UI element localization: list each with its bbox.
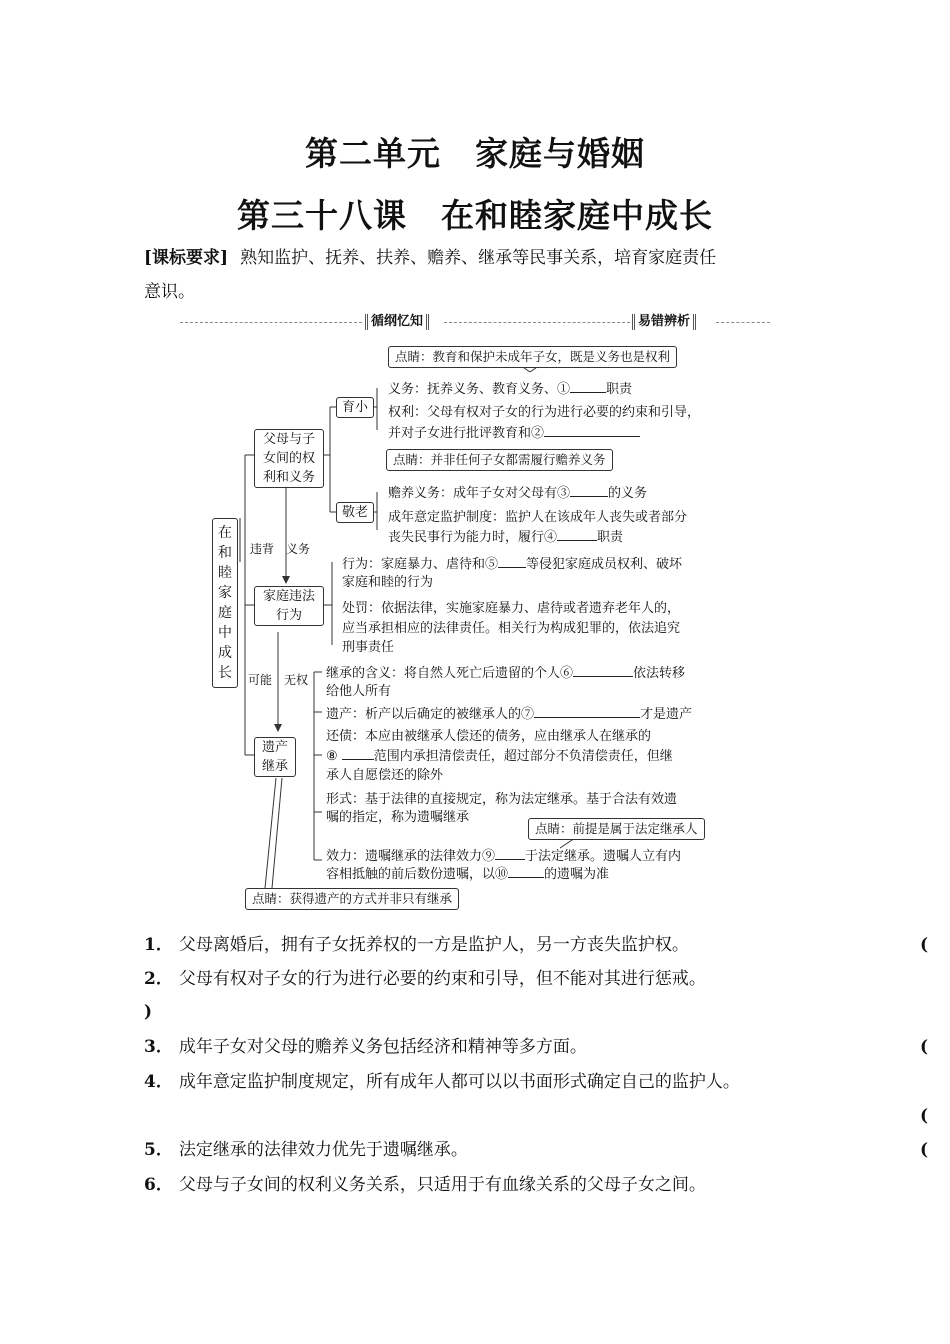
branch3-line2: 继承: [261, 759, 288, 774]
branch2-line1: 家庭违法: [262, 589, 315, 604]
blank-8: [342, 746, 374, 760]
blank-7: [534, 704, 640, 718]
tip-support-duty: 点睛：并非任何子女都需履行赡养义务: [386, 449, 613, 471]
question-1: [144, 933, 689, 957]
inheritance-meaning-text: 继承的含义：将自然人死亡后遗留的个人⑥: [326, 666, 574, 681]
jinglao-system-1: 成年意定监护制度：监护人在该成年人丧失或者部分: [388, 510, 688, 525]
question-2-num: 2．: [144, 969, 173, 989]
effect-1-text: 效力：遗嘱继承的法律效力⑨: [326, 849, 496, 864]
effect-1: [326, 846, 681, 866]
answer-paren-1[interactable]: (: [920, 935, 929, 955]
branch3-line1: 遗产: [261, 740, 288, 755]
branch1-line3: 利和义务: [262, 470, 315, 485]
edge-label-violate: 违背 义务: [250, 542, 311, 556]
inheritance-meaning-1: [326, 663, 685, 683]
requirement-text-2: 意识。: [144, 282, 195, 302]
question-1-num: 1．: [144, 935, 173, 955]
blank-1: [570, 379, 606, 393]
yuxiao-right-2-text: 并对子女进行批评教育和②: [388, 426, 545, 441]
tip-estate-acquisition: 点睛：获得遗产的方式并非只有继承: [245, 888, 459, 910]
yuxiao-duty-text: 义务：抚养义务、教育义务、①: [388, 382, 571, 397]
violation-act-1-end: 等侵犯家庭成员权利、破坏: [526, 557, 683, 572]
requirement-text-1: 熟知监护、抚养、扶养、赡养、继承等民事关系，培育家庭责任: [240, 248, 717, 268]
effect-2-end: 的遗嘱为准: [544, 867, 610, 882]
blank-4: [557, 527, 597, 541]
question-2: [144, 967, 706, 991]
violation-act-2: 家庭和睦的行为: [342, 575, 434, 590]
effect-1-end: 于法定继承。遗嘱人立有内: [525, 849, 682, 864]
form-1: 形式：基于法律的直接规定，称为法定继承。基于合法有效遗: [326, 792, 678, 807]
question-3-num: 3．: [144, 1037, 173, 1057]
question-5: [144, 1138, 468, 1162]
branch-inheritance: [254, 737, 296, 777]
estate-definition-text: 遗产：析产以后确定的被继承人的⑦: [326, 707, 535, 722]
question-6-text: 父母与子女间的权利义务关系，只适用于有血缘关系的父母子女之间。: [178, 1175, 706, 1195]
question-6: [144, 1173, 706, 1197]
lesson-title: 第三十八课 在和睦家庭中成长: [237, 196, 713, 235]
node-yu-xiao: 育小: [336, 397, 374, 418]
blank-10: [508, 864, 544, 878]
debt-2-end: 范围内承担清偿责任，超过部分不负清偿责任，但继: [373, 749, 673, 764]
estate-definition: [326, 704, 692, 724]
question-4: [144, 1070, 740, 1094]
violation-punish-2: 应当承担相应的法律责任。相关行为构成犯罪的，依法追究: [342, 621, 681, 636]
estate-definition-end: 才是遗产: [640, 707, 693, 722]
question-3-text: 成年子女对父母的赡养义务包括经济和精神等多方面。: [178, 1037, 587, 1057]
question-6-num: 6．: [144, 1175, 173, 1195]
jinglao-duty: [388, 483, 647, 503]
mindmap-root-label: 在和睦家庭中成长: [218, 525, 232, 681]
effect-2: [326, 864, 609, 884]
mindmap-root: [212, 518, 238, 688]
effect-2-text: 容相抵触的前后数份遗嘱，以⑩: [326, 867, 509, 882]
blank-9: [495, 846, 525, 860]
blank-6: [573, 663, 633, 677]
jinglao-duty-text: 赡养义务：成年子女对父母有③: [388, 486, 571, 501]
jinglao-system-2-text: 丧失民事行为能力时，履行④: [388, 530, 558, 545]
unit-title: 第二单元 家庭与婚姻: [305, 134, 645, 173]
blank-5: [498, 554, 526, 568]
answer-paren-3[interactable]: (: [920, 1037, 929, 1057]
answer-paren-2-close[interactable]: ): [144, 1002, 153, 1022]
question-3: [144, 1035, 587, 1059]
node-jing-lao: 敬老: [336, 502, 374, 523]
answer-paren-4[interactable]: (: [920, 1106, 929, 1126]
violation-act-1-text: 行为：家庭暴力、虐待和⑤: [342, 557, 499, 572]
jinglao-duty-end: 的义务: [608, 486, 648, 501]
debt-3: 承人自愿偿还的除外: [326, 768, 444, 783]
yuxiao-duty: [388, 379, 632, 399]
inheritance-meaning-2: 给他人所有: [326, 684, 392, 699]
branch2-line2: 行为: [275, 608, 302, 623]
jinglao-system-2: [388, 527, 623, 547]
tip-education-duty: 点睛：教育和保护未成年子女，既是义务也是权利: [388, 346, 677, 368]
yuxiao-right-2: [388, 423, 640, 443]
branch1-line1: 父母与子: [262, 432, 315, 447]
branch-family-violation: [254, 586, 324, 626]
question-1-text: 父母离婚后，拥有子女抚养权的一方是监护人，另一方丧失监护权。: [178, 935, 689, 955]
blank-3: [570, 483, 608, 497]
branch-parent-child-rights: [254, 429, 324, 488]
tip-legal-heir: 点睛：前提是属于法定继承人: [528, 818, 705, 840]
question-4-text: 成年意定监护制度规定，所有成年人都可以以书面形式确定自己的监护人。: [178, 1072, 740, 1092]
jinglao-system-2-end: 职责: [597, 530, 624, 545]
question-4-num: 4．: [144, 1072, 173, 1092]
yuxiao-right-1: 权利：父母有权对子女的行为进行必要的约束和引导，: [388, 405, 701, 420]
form-2: 嘱的指定，称为遗嘱继承: [326, 810, 470, 825]
blank-2: [544, 423, 640, 437]
branch1-line2: 女间的权: [262, 451, 315, 466]
debt-2-num: ⑧: [326, 749, 338, 764]
question-5-num: 5．: [144, 1140, 173, 1160]
debt-2: [326, 746, 673, 766]
question-2-text: 父母有权对子女的行为进行必要的约束和引导，但不能对其进行惩戒。: [178, 969, 706, 989]
edge-label-may-lose: 可能 无权: [248, 673, 309, 687]
inheritance-meaning-end: 依法转移: [633, 666, 686, 681]
requirement-label: [课标要求]: [144, 248, 229, 268]
header-right-label: 易错辨析: [632, 314, 696, 330]
violation-punish-3: 刑事责任: [342, 640, 395, 655]
header-left-label: 循纲忆知: [365, 314, 429, 330]
violation-act-1: [342, 554, 682, 574]
yuxiao-duty-end: 职责: [606, 382, 633, 397]
debt-1: 还债：本应由被继承人偿还的债务，应由继承人在继承的: [326, 729, 652, 744]
question-5-text: 法定继承的法律效力优先于遗嘱继承。: [178, 1140, 468, 1160]
answer-paren-5[interactable]: (: [920, 1140, 929, 1160]
violation-punish-1: 处罚：依据法律，实施家庭暴力、虐待或者遗弃老年人的，: [342, 601, 681, 616]
